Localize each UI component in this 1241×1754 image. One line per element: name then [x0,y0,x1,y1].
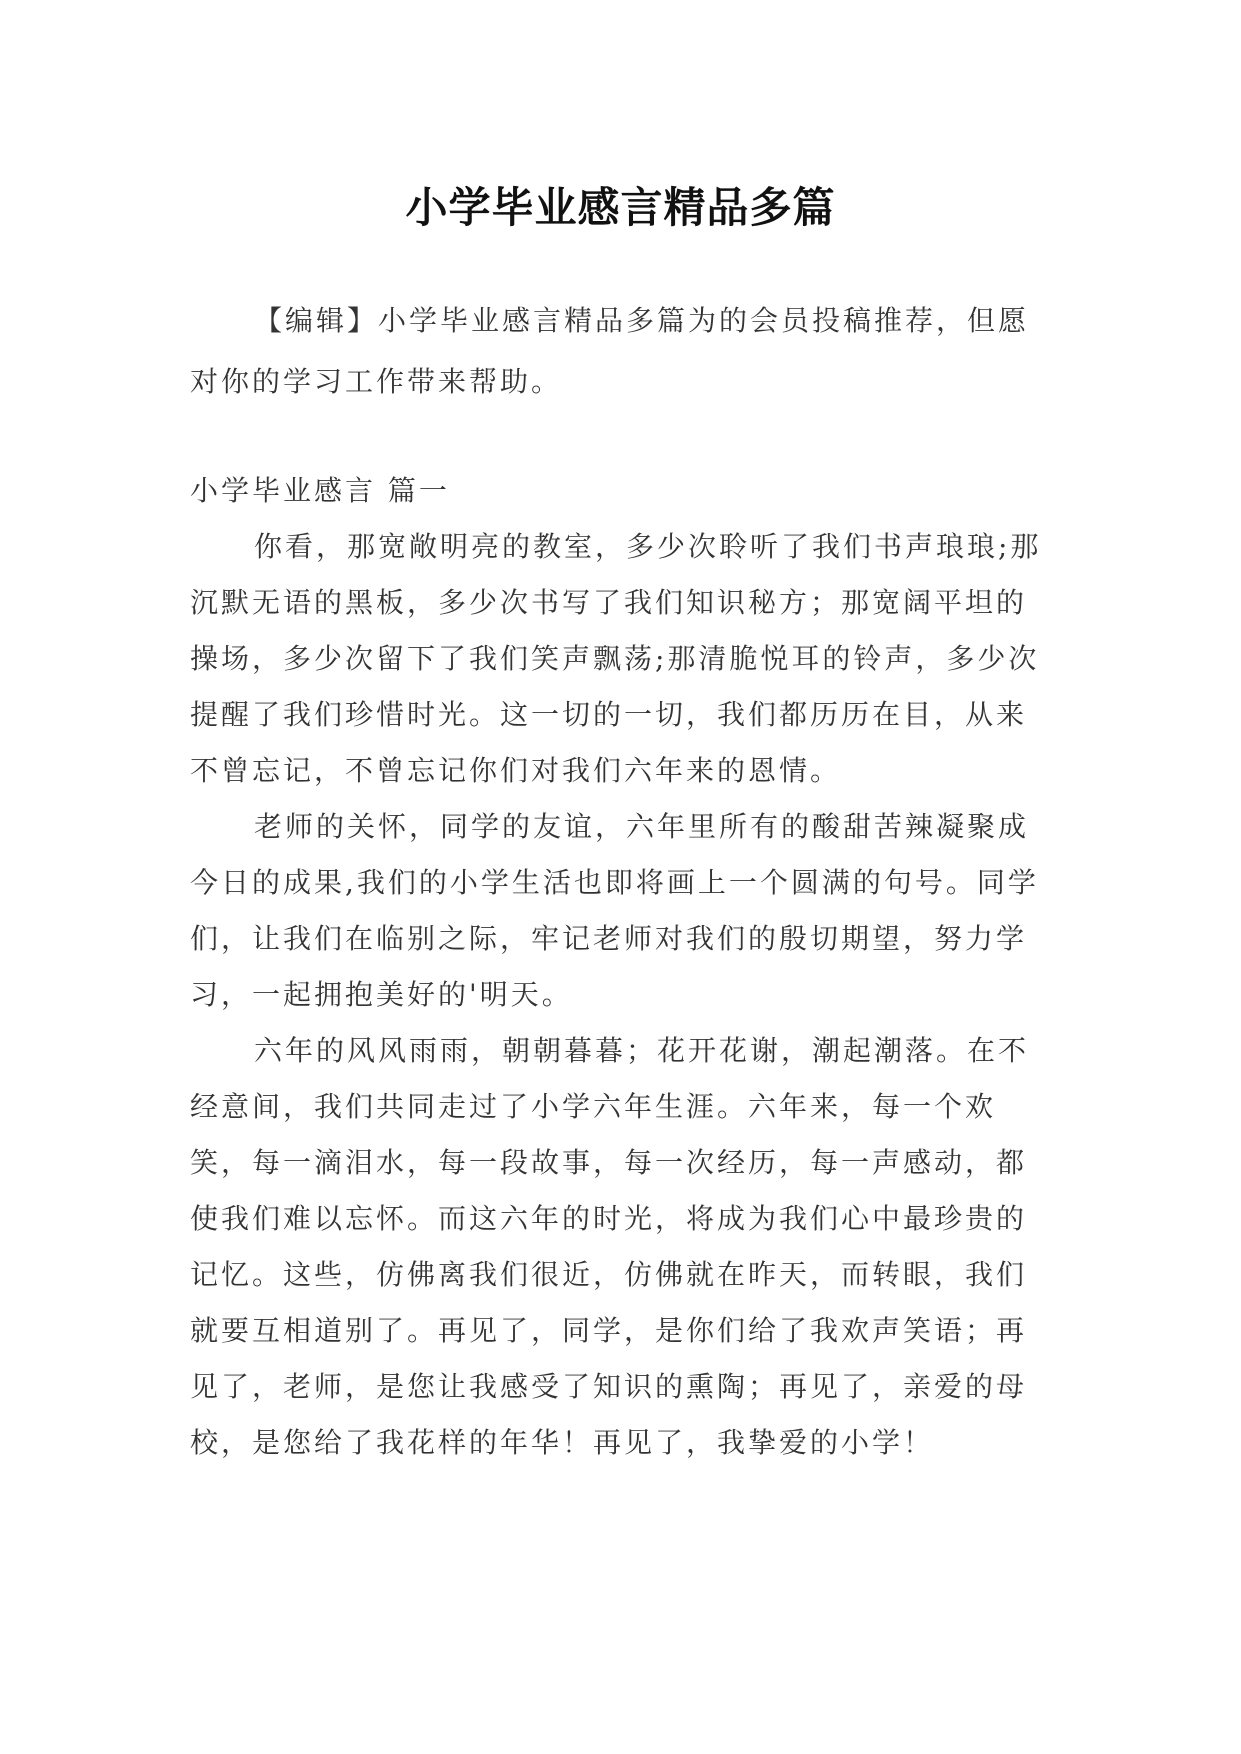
body-paragraph-2: 老师的关怀，同学的友谊，六年里所有的酸甜苦辣凝聚成今日的成果,我们的小学生活也即将画上一个圆满的句号。同学们，让我们在临别之际，牢记老师对我们的殷切期望，努力学习，一起拥抱美好的'明天。 [190,810,1039,1011]
document-title: 小学毕业感言精品多篇 [405,183,836,233]
body-paragraph-1: 你看，那宽敞明亮的教室，多少次聆听了我们书声琅琅;那沉默无语的黑板，多少次书写了我们知识秘方；那宽阔平坦的操场，多少次留下了我们笑声飘荡;那清脆悦耳的铃声，多少次提醒了我们珍惜时光。这一切的一切，我们都历历在目，从来不曾忘记，不曾忘记你们对我们六年来的恩情。 [190,530,1042,787]
intro-paragraph: 【编辑】小学毕业感言精品多篇为的会员投稿推荐，但愿对你的学习工作带来帮助。 [190,304,1030,398]
body-paragraph-3: 六年的风风雨雨，朝朝暮暮；花开花谢，潮起潮落。在不经意间，我们共同走过了小学六年生涯。六年来，每一个欢笑，每一滴泪水，每一段故事，每一次经历，每一声感动，都使我们难以忘怀。而这六年的时光，将成为我们心中最珍贵的记忆。这些，仿佛离我们很近，仿佛就在昨天，而转眼，我们就要互相道别了。再见了，同学，是你们给了我欢声笑语；再见了，老师，是您让我感受了知识的熏陶；再见了，亲爱的母校，是您给了我花样的年华！再见了，我挚爱的小学！ [190,1034,1030,1459]
article-body [190,519,1052,1471]
section-heading: 小学毕业感言 篇一 [190,474,450,507]
